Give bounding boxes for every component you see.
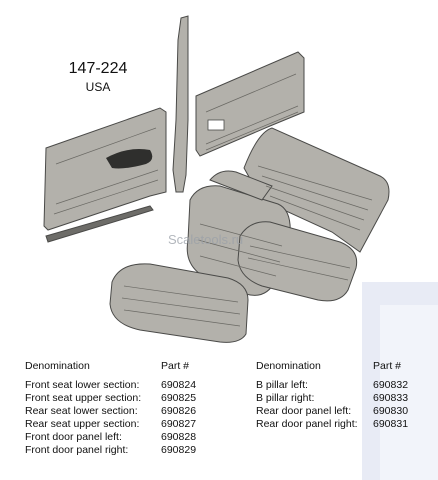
- part-name: Rear door panel left:: [256, 405, 352, 417]
- table-row: [25, 379, 196, 392]
- table-row: [256, 405, 408, 418]
- part-name: Rear seat upper section:: [25, 418, 140, 430]
- part-name: Front door panel right:: [25, 444, 129, 456]
- part-name: Front seat lower section:: [25, 379, 140, 391]
- denomination-header: Denomination: [25, 360, 90, 372]
- part-number: 690825: [161, 392, 197, 404]
- table-row: [25, 405, 196, 418]
- part-number: 690827: [161, 418, 197, 430]
- model-code: 147-224: [68, 60, 128, 77]
- table-row: [256, 392, 408, 405]
- part-number: 690831: [373, 418, 409, 430]
- table-header-row: [256, 360, 408, 379]
- table-row: [25, 431, 196, 444]
- parts-table-left: [25, 360, 196, 457]
- model-market: USA: [85, 80, 111, 94]
- part-number: 690833: [373, 392, 409, 404]
- part-number: 690826: [161, 405, 197, 417]
- part-number: 690828: [161, 431, 197, 443]
- part-name: B pillar right:: [256, 392, 315, 404]
- part-number: 690824: [161, 379, 197, 391]
- part-name: Front door panel left:: [25, 431, 122, 443]
- part-number: 690829: [161, 444, 197, 456]
- part-name: B pillar left:: [256, 379, 308, 391]
- model-label: [68, 60, 128, 94]
- part-name: Front seat upper section:: [25, 392, 142, 404]
- part-number-header: Part #: [161, 360, 190, 372]
- parts-table-right: [256, 360, 408, 431]
- b-pillar-drawing: [173, 16, 188, 192]
- table-row: [256, 418, 408, 431]
- watermark-text: Scaletools.ru: [168, 232, 244, 247]
- table-header-row: [25, 360, 196, 379]
- part-number: 690830: [373, 405, 409, 417]
- table-row: [25, 418, 196, 431]
- table-row: [25, 444, 196, 457]
- part-name: Rear seat lower section:: [25, 405, 138, 417]
- denomination-header: Denomination: [256, 360, 321, 372]
- part-name: Rear door panel right:: [256, 418, 358, 430]
- table-row: [256, 379, 408, 392]
- part-number-header: Part #: [373, 360, 402, 372]
- table-row: [25, 392, 196, 405]
- part-number: 690832: [373, 379, 409, 391]
